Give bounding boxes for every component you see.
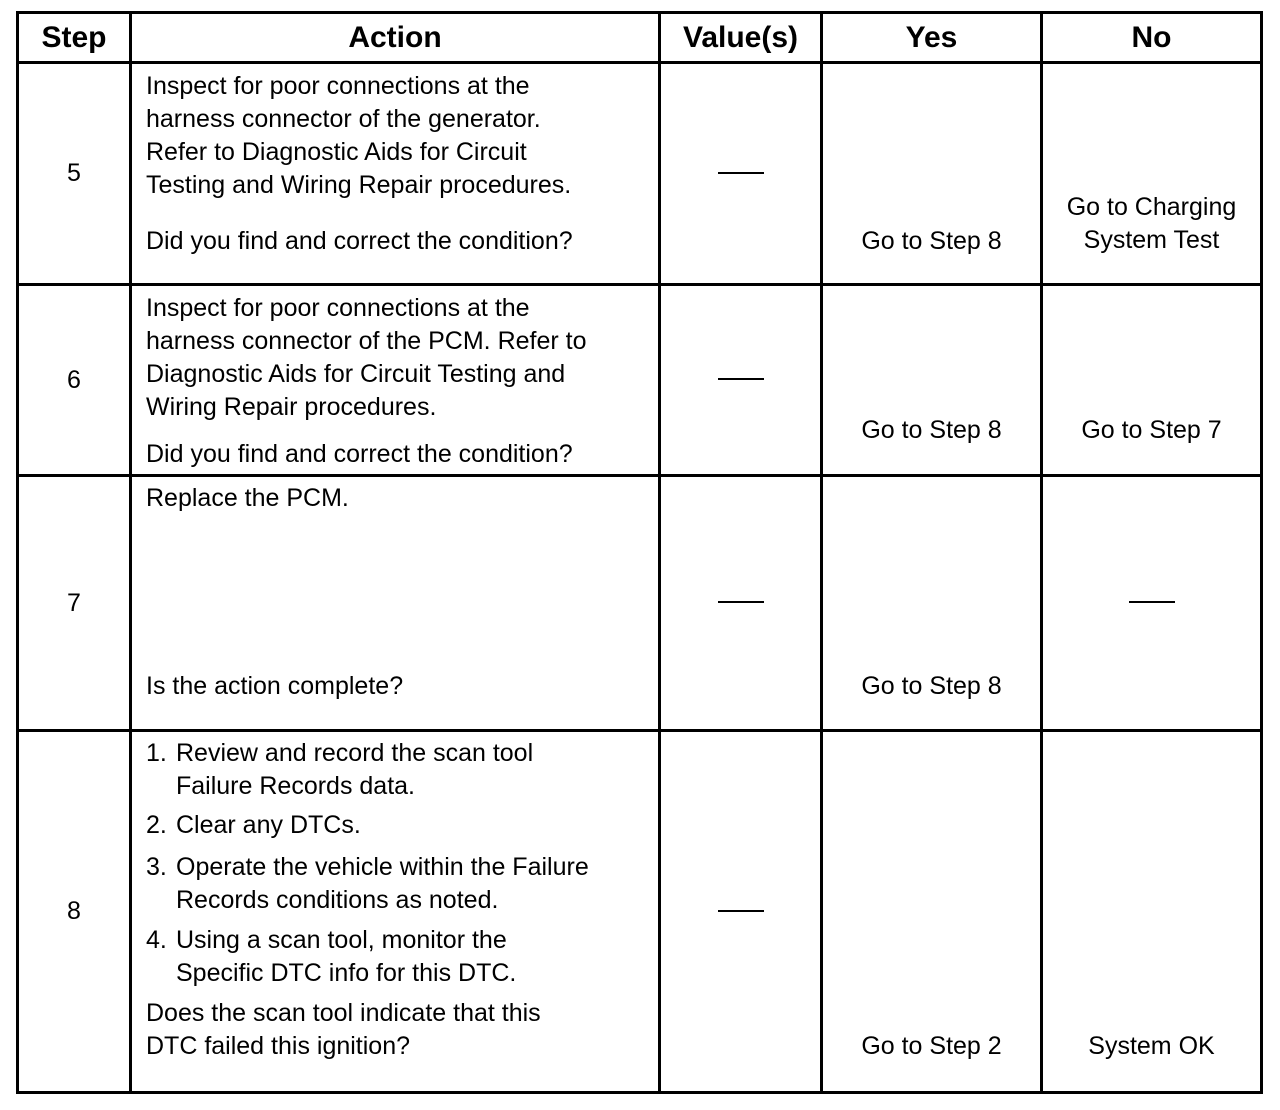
diagnostic-table [16,11,1263,1094]
em-dash [718,910,764,912]
action-question: DTC failed this ignition? [146,1032,411,1060]
yes-cell [822,731,1042,1093]
em-dash [718,378,764,380]
yes-cell [822,63,1042,285]
action-question: Did you find and correct the condition? [146,440,573,468]
action-line: Wiring Repair procedures. [146,393,437,421]
action-cell [131,476,660,731]
action-line: harness connector of the PCM. Refer to [146,327,587,355]
action-cell [131,731,660,1093]
list-number: 1. [146,739,167,767]
action-line: harness connector of the generator. [146,105,541,133]
value-cell [660,476,822,731]
header-values: Value(s) [660,13,822,63]
action-line: Replace the PCM. [146,484,349,512]
yes-result: Go to Step 8 [861,416,1002,444]
action-line: Refer to Diagnostic Aids for Circuit [146,138,527,166]
value-cell [660,731,822,1093]
action-question: Does the scan tool indicate that this [146,999,541,1027]
no-result-line: Go to Charging [1066,193,1237,221]
table-row [18,285,1262,476]
action-cell [131,285,660,476]
list-item [146,851,652,917]
header-yes: Yes [822,13,1042,63]
action-line: Testing and Wiring Repair procedures. [146,171,572,199]
list-line: Review and record the scan tool [176,739,534,767]
step-number: 8 [18,731,131,1093]
list-number: 4. [146,926,167,954]
step-number: 5 [18,63,131,285]
list-item [146,809,652,842]
yes-result: Go to Step 8 [861,672,1002,700]
em-dash [1129,601,1175,603]
table-row [18,63,1262,285]
list-line: Operate the vehicle within the Failure [176,853,589,881]
list-number: 2. [146,811,167,839]
list-line: Clear any DTCs. [176,811,361,839]
yes-result: Go to Step 2 [861,1032,1002,1060]
action-line: Diagnostic Aids for Circuit Testing and [146,360,566,388]
em-dash [718,172,764,174]
action-question: Did you find and correct the condition? [146,227,573,255]
yes-cell [822,285,1042,476]
list-number: 3. [146,853,167,881]
no-result [1043,191,1260,257]
no-cell [1042,476,1262,731]
yes-cell [822,476,1042,731]
list-line: Failure Records data. [176,772,416,800]
no-result: System OK [1088,1032,1215,1060]
list-item [146,924,652,990]
header-no: No [1042,13,1262,63]
em-dash [718,601,764,603]
list-line: Records conditions as noted. [176,886,499,914]
action-question: Is the action complete? [146,672,404,700]
action-cell [131,63,660,285]
header-action: Action [131,13,660,63]
table-row [18,731,1262,1093]
no-cell [1042,63,1262,285]
header-step: Step [18,13,131,63]
value-cell [660,63,822,285]
list-item [146,737,652,803]
list-line: Using a scan tool, monitor the [176,926,507,954]
no-cell [1042,285,1262,476]
action-line: Inspect for poor connections at the [146,294,530,322]
no-result: Go to Step 7 [1081,416,1222,444]
table-row [18,476,1262,731]
header-row [18,13,1262,63]
step-number: 7 [18,476,131,731]
yes-result: Go to Step 8 [861,227,1002,255]
step-number: 6 [18,285,131,476]
no-result-line: System Test [1083,226,1220,254]
value-cell [660,285,822,476]
list-line: Specific DTC info for this DTC. [176,959,517,987]
action-line: Inspect for poor connections at the [146,72,530,100]
no-cell [1042,731,1262,1093]
